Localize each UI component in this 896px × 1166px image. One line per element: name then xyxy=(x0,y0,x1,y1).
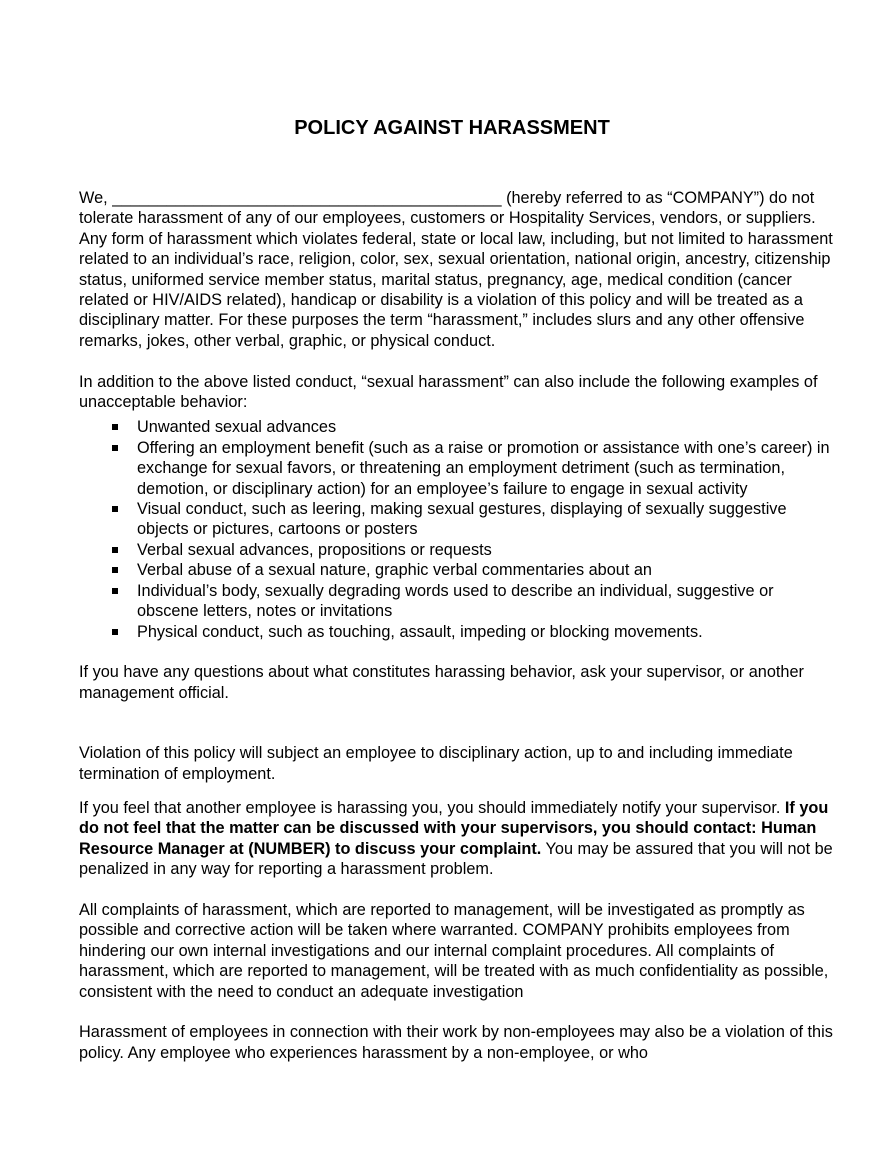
list-item xyxy=(79,417,839,437)
square-bullet-icon xyxy=(112,506,118,512)
square-bullet-icon xyxy=(112,567,118,573)
intro-paragraph xyxy=(79,188,839,351)
list-item-text: Visual conduct, such as leering, making sexual gestures, displaying of sexually suggestive objects or pictures, cartoons or posters xyxy=(137,500,787,539)
unacceptable-behavior-list xyxy=(79,417,839,641)
square-bullet-icon xyxy=(112,629,118,635)
reporting-paragraph xyxy=(79,798,839,880)
non-employees-paragraph: Harassment of employees in connection with their work by non-employees may also be a violation of this policy. Any employee who experiences harassment by a non-employee, or who xyxy=(79,1023,833,1062)
sexual-harassment-intro: In addition to the above listed conduct, “sexual harassment” can also include the following examples of unacceptable behavior: xyxy=(79,372,818,412)
list-item-text: Physical conduct, such as touching, assault, impeding or blocking movements. xyxy=(137,622,703,641)
list-item xyxy=(79,438,839,499)
reporting-contact-bold: If you do not feel that the matter can be discussed with your supervisors, you should contact: Human Resource Manager at (NUMBER) to discuss your complaint. xyxy=(79,798,829,858)
intro-we: We, xyxy=(79,189,113,207)
square-bullet-icon xyxy=(112,547,118,553)
list-item-text: Unwanted sexual advances xyxy=(137,418,337,437)
list-item-text: Individual’s body, sexually degrading words used to describe an individual, suggestive or obscene letters, notes or invitations xyxy=(137,581,774,621)
square-bullet-icon xyxy=(112,445,118,451)
list-item xyxy=(79,560,839,580)
list-item xyxy=(79,540,839,560)
square-bullet-icon xyxy=(112,588,118,594)
complaints-paragraph: All complaints of harassment, which are reported to management, will be investigated as promptly as possible and corrective action will be taken where warranted. COMPANY prohibits employees from hindering our own internal investigations and our internal complaint procedures. All complaints of harassment, which are reported to management, will be treated with as much confidentiality as possible, consistent with the need to conduct an adequate investigation xyxy=(79,900,829,1001)
reporting-lead: If you feel that another employee is harassing you, you should immediately notify your supervisor. xyxy=(79,798,785,817)
list-item xyxy=(79,581,839,622)
list-item xyxy=(79,499,839,540)
list-item-text: Verbal sexual advances, propositions or requests xyxy=(137,540,492,559)
document-title: POLICY AGAINST HARASSMENT xyxy=(294,117,610,139)
list-item xyxy=(79,622,839,642)
list-item-text: Offering an employment benefit (such as a raise or promotion or assistance with one’s career) in exchange for sexual favors, or threatening an employment detriment (such as termination, demotion, or disciplinary action) for an employee’s failure to engage in sexual activity xyxy=(137,438,830,498)
intro-text: (hereby referred to as “COMPANY”) do not tolerate harassment of any of our employees, customers or Hospitality Services, vendors, or suppliers. Any form of harassment which violates federal, state or local law, including, but not limited to harassment related to an individual’s race, religion, color, sex, sexual orientation, national origin, ancestry, citizenship status, uniformed service member status, marital status, pregnancy, age, medical condition (cancer related or HIV/AIDS related), handicap or disability is a violation of this policy and will be treated as a disciplinary matter. For these purposes the term “harassment,” includes slurs and any other offensive remarks, jokes, other verbal, graphic, or physical conduct. xyxy=(79,189,833,350)
violation-paragraph: Violation of this policy will subject an employee to disciplinary action, up to and including immediate termination of employment. xyxy=(79,744,793,783)
list-item-text: Verbal abuse of a sexual nature, graphic verbal commentaries about an xyxy=(137,561,652,580)
company-name-blank: ___________________________________________ xyxy=(112,189,502,207)
questions-paragraph: If you have any questions about what constitutes harassing behavior, ask your supervisor, or another management official. xyxy=(79,663,804,702)
document-body xyxy=(79,188,839,1063)
reporting-tail: You may be assured that you will not be penalized in any way for reporting a harassment problem. xyxy=(79,839,833,879)
square-bullet-icon xyxy=(112,424,118,430)
